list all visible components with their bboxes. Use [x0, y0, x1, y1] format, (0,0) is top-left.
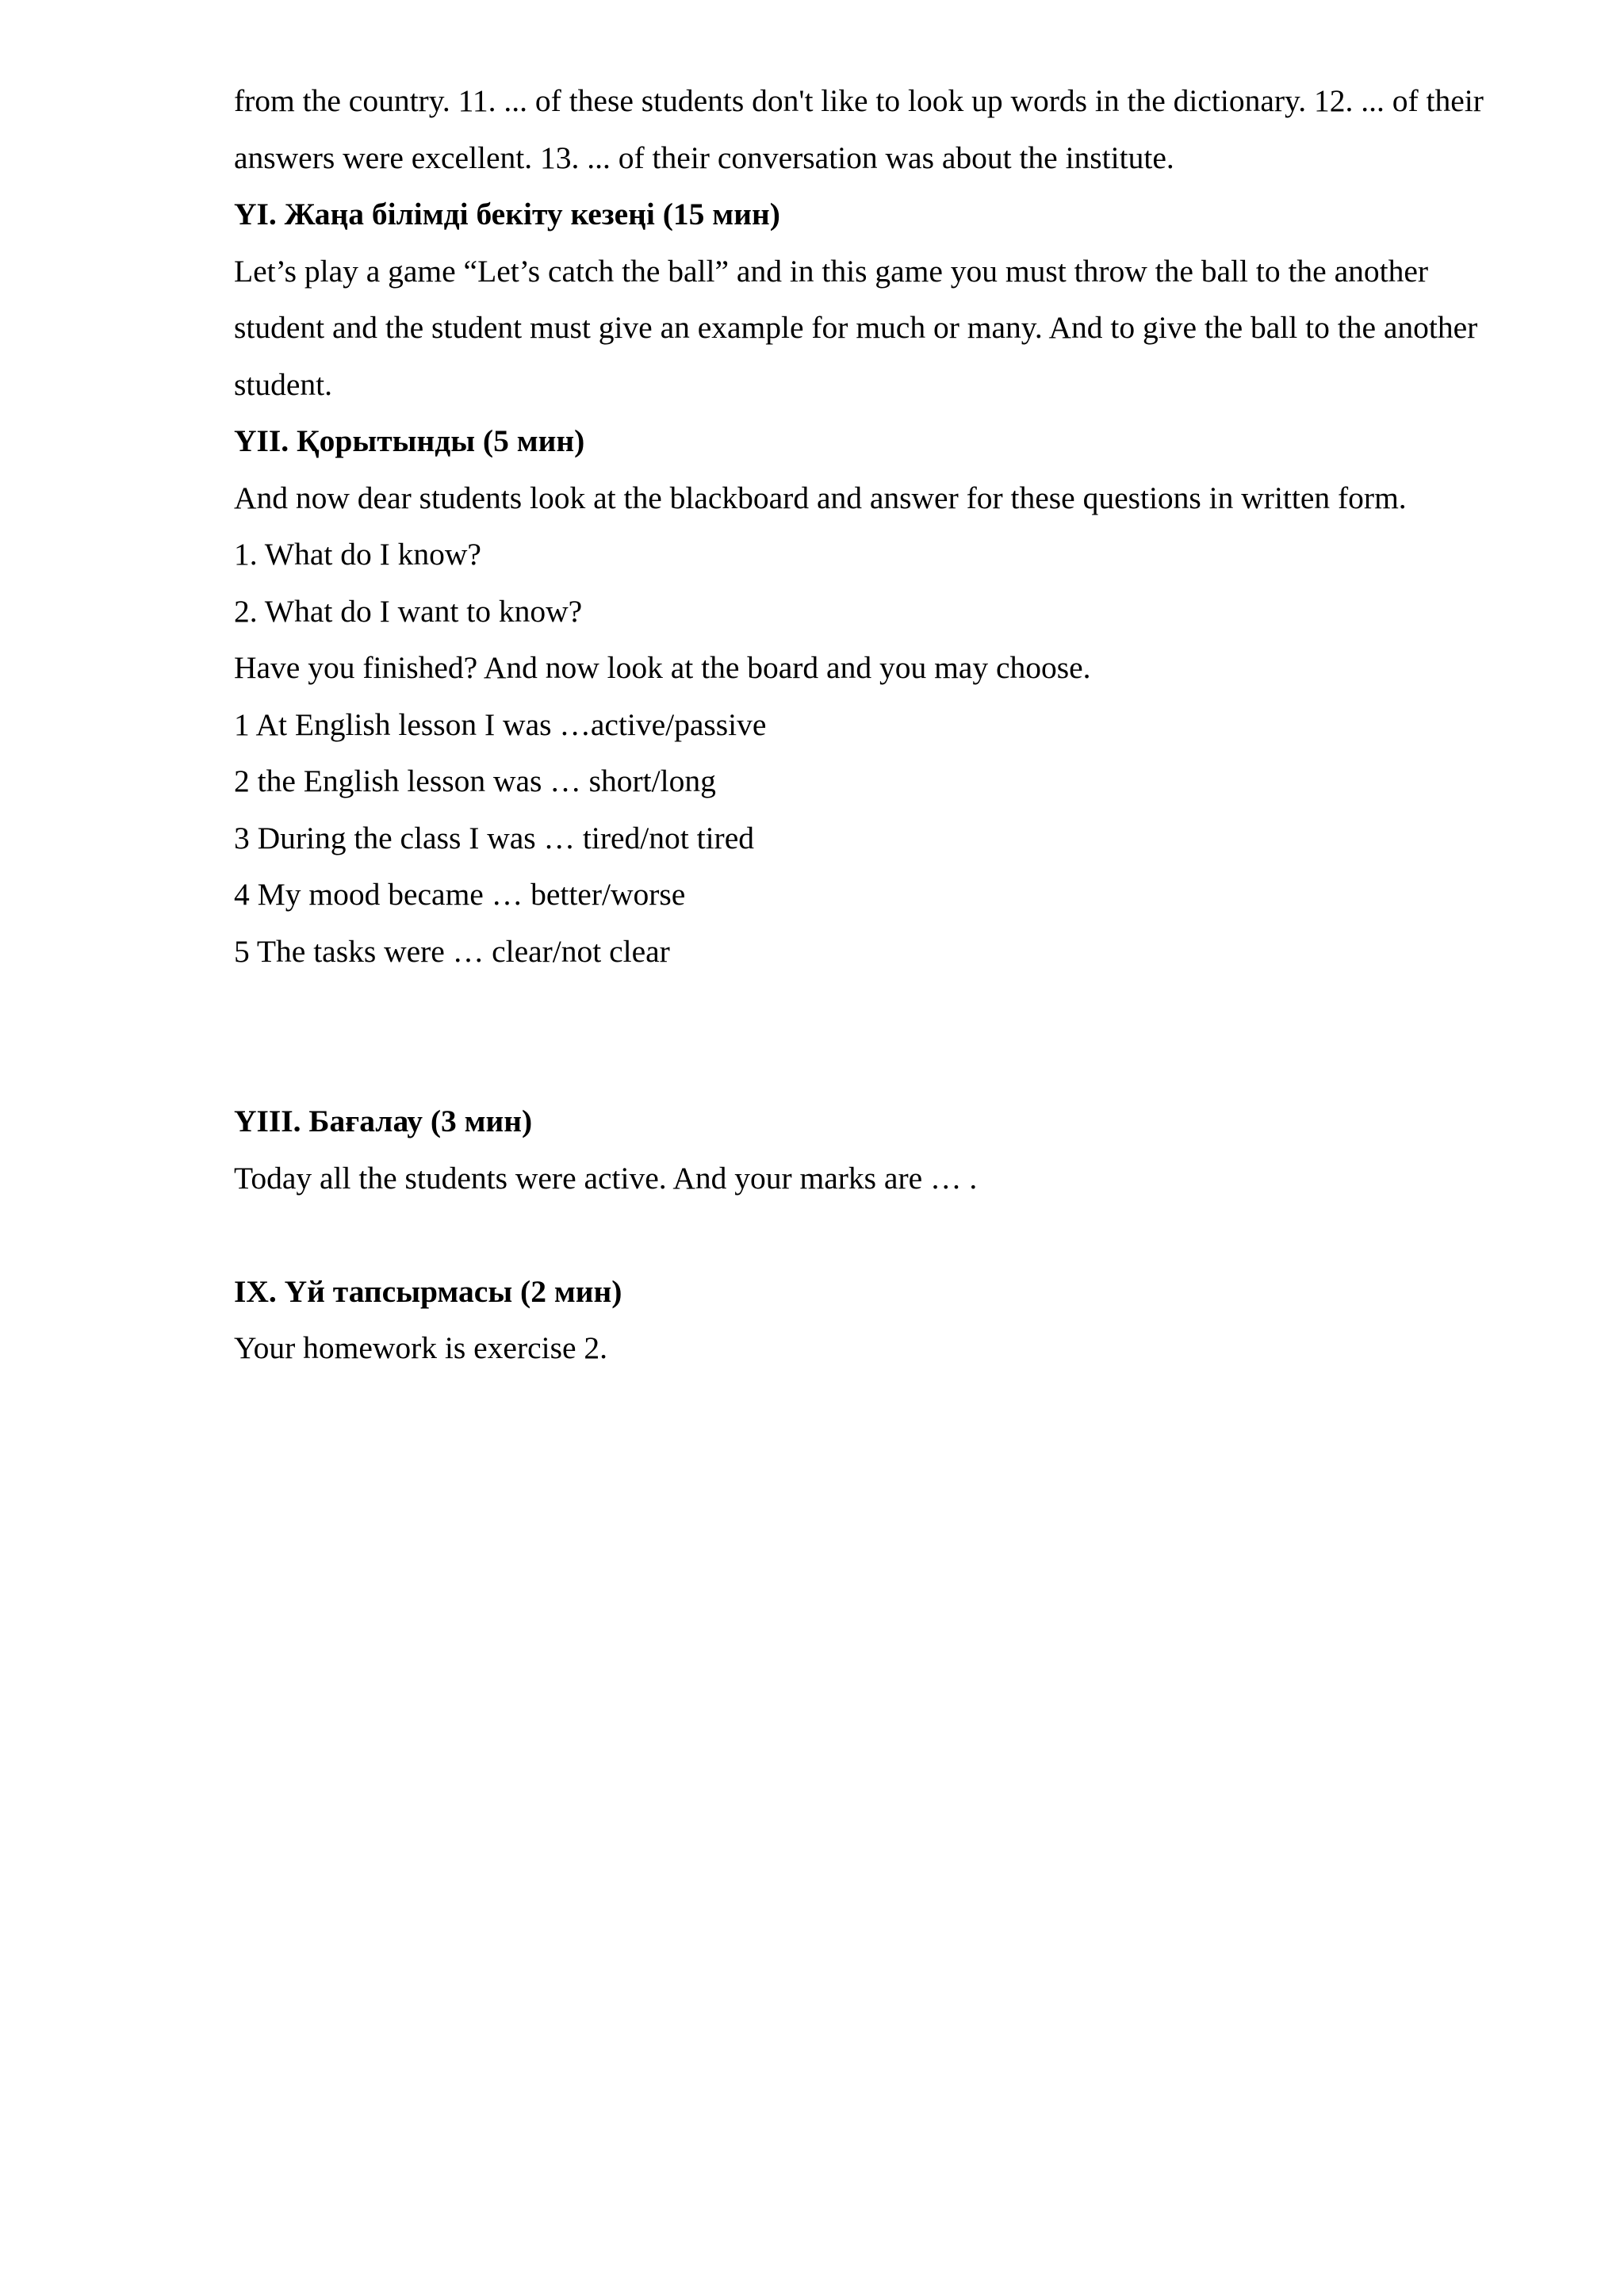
- document-page: [234, 73, 1566, 1377]
- paragraph-line: And now dear students look at the blackboard and answer for these questions in written form.: [234, 480, 1407, 515]
- paragraph-line: Today all the students were active. And your marks are … .: [234, 1160, 978, 1196]
- question-item: 1. What do I know?: [234, 537, 481, 572]
- blank-line: [234, 1037, 1566, 1094]
- choice-item: 4 My mood became … better/worse: [234, 877, 686, 912]
- choice-item: 1 At English lesson I was …active/passive: [234, 706, 767, 742]
- section-heading-vi: YI. Жаңа білімді бекіту кезеңі (15 мин): [234, 197, 780, 232]
- paragraph-line: student and the student must give an example for much or many. And to give the ball to the another: [234, 310, 1478, 345]
- choice-item: 2 the English lesson was … short/long: [234, 763, 716, 798]
- choice-item: 3 During the class I was … tired/not tired: [234, 820, 754, 855]
- paragraph-line: Let’s play a game “Let’s catch the ball” and in this game you must throw the ball to the another: [234, 253, 1429, 289]
- blank-line: [234, 980, 1566, 1037]
- paragraph-line: Your homework is exercise 2.: [234, 1330, 608, 1365]
- paragraph-line: student.: [234, 366, 332, 402]
- section-heading-ix: IX. Үй тапсырмасы (2 мин): [234, 1273, 622, 1309]
- paragraph-line: answers were excellent. 13. ... of their conversation was about the institute.: [234, 140, 1174, 175]
- question-item: 2. What do I want to know?: [234, 593, 583, 629]
- blank-line: [234, 1207, 1566, 1264]
- paragraph-line: from the country. 11. ... of these students don't like to look up words in the dictionary. 12. ... of their: [234, 83, 1484, 118]
- choice-item: 5 The tasks were … clear/not clear: [234, 933, 670, 969]
- paragraph-line: Have you finished? And now look at the board and you may choose.: [234, 650, 1091, 685]
- section-heading-vii: YII. Қорытынды (5 мин): [234, 423, 585, 458]
- section-heading-viii: YIII. Бағалау (3 мин): [234, 1104, 533, 1138]
